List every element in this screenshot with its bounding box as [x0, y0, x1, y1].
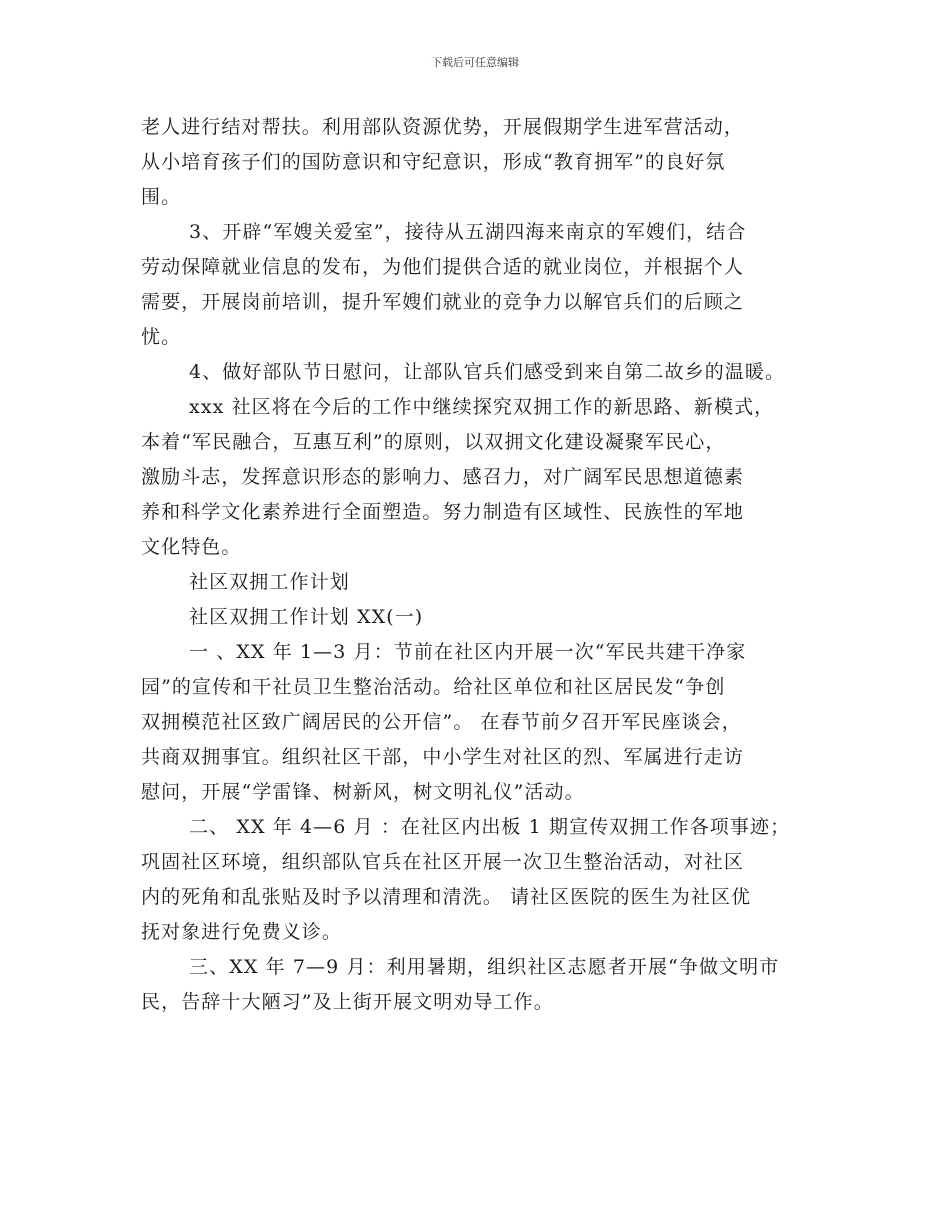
text-line: 一 、XX 年 1—3 月：节前在社区内开展一次“军民共建干净家	[189, 641, 747, 663]
text-line: 社区双拥工作计划 XX(一)	[189, 606, 424, 628]
text-line: 内的死角和乱张贴及时予以清理和清洗。 请社区医院的医生为社区优	[141, 886, 752, 908]
text-line: 激励斗志，发挥意识形态的影响力、感召力，对广阔军民思想道德素	[141, 466, 745, 488]
text-line: 需要，开展岗前培训，提升军嫂们就业的竞争力以解官兵们的后顾之	[141, 291, 745, 313]
text-line: 三、XX 年 7—9 月：利用暑期，组织社区志愿者开展“争做文明市	[189, 956, 780, 978]
paragraph	[141, 110, 831, 215]
section-subtitle	[141, 600, 831, 635]
text-line: 抚对象进行免费义诊。	[141, 921, 343, 943]
text-line: 围。	[141, 186, 182, 208]
text-line: 3、开辟“军嫂关爱室”，接待从五湖四海来南京的军嫂们，结合	[189, 221, 747, 243]
text-line: 4、做好部队节日慰问，让部队官兵们感受到来自第二故乡的温暖。	[189, 361, 786, 383]
paragraph	[141, 635, 831, 810]
text-line: 养和科学文化素养进行全面塑造。努力制造有区域性、民族性的军地	[141, 501, 745, 523]
section-title	[141, 565, 831, 600]
text-line: 双拥模范社区致广阔居民的公开信”。 在春节前夕召开军民座谈会，	[141, 711, 742, 733]
text-line: 二、 XX 年 4—6 月 ：在社区内出板 1 期宣传双拥工作各项事迹；	[189, 816, 791, 838]
text-line: 社区双拥工作计划	[189, 571, 350, 593]
text-line: 从小培育孩子们的国防意识和守纪意识，形成“教育拥军”的良好氛	[141, 151, 726, 173]
text-line: 忧。	[141, 326, 182, 348]
text-line: 园”的宣传和干社员卫生整治活动。给社区单位和社区居民发“争创	[141, 676, 726, 698]
paragraph	[141, 215, 831, 355]
text-line: xxx 社区将在今后的工作中继续探究双拥工作的新思路、新模式，	[189, 396, 775, 418]
text-line: 巩固社区环境，组织部队官兵在社区开展一次卫生整治活动，对社区	[141, 851, 745, 873]
paragraph	[141, 390, 831, 565]
text-line: 劳动保障就业信息的发布，为他们提供合适的就业岗位，并根据个人	[141, 256, 745, 278]
text-line: 民，告辞十大陋习”及上街开展文明劝导工作。	[141, 991, 554, 1013]
document-body	[141, 110, 831, 1020]
text-line: 文化特色。	[141, 536, 242, 558]
paragraph	[141, 355, 831, 390]
text-line: 本着“军民融合，互惠互利”的原则，以双拥文化建设凝聚军民心，	[141, 431, 726, 453]
page-header: 下载后可任意编辑	[431, 56, 519, 69]
text-line: 共商双拥事宜。组织社区干部，中小学生对社区的烈、军属进行走访	[141, 746, 745, 768]
text-line: 慰问，开展“学雷锋、树新风，树文明礼仪”活动。	[141, 781, 585, 803]
paragraph	[141, 810, 831, 950]
paragraph	[141, 950, 831, 1020]
text-line: 老人进行结对帮扶。利用部队资源优势，开展假期学生进军营活动，	[141, 116, 745, 138]
